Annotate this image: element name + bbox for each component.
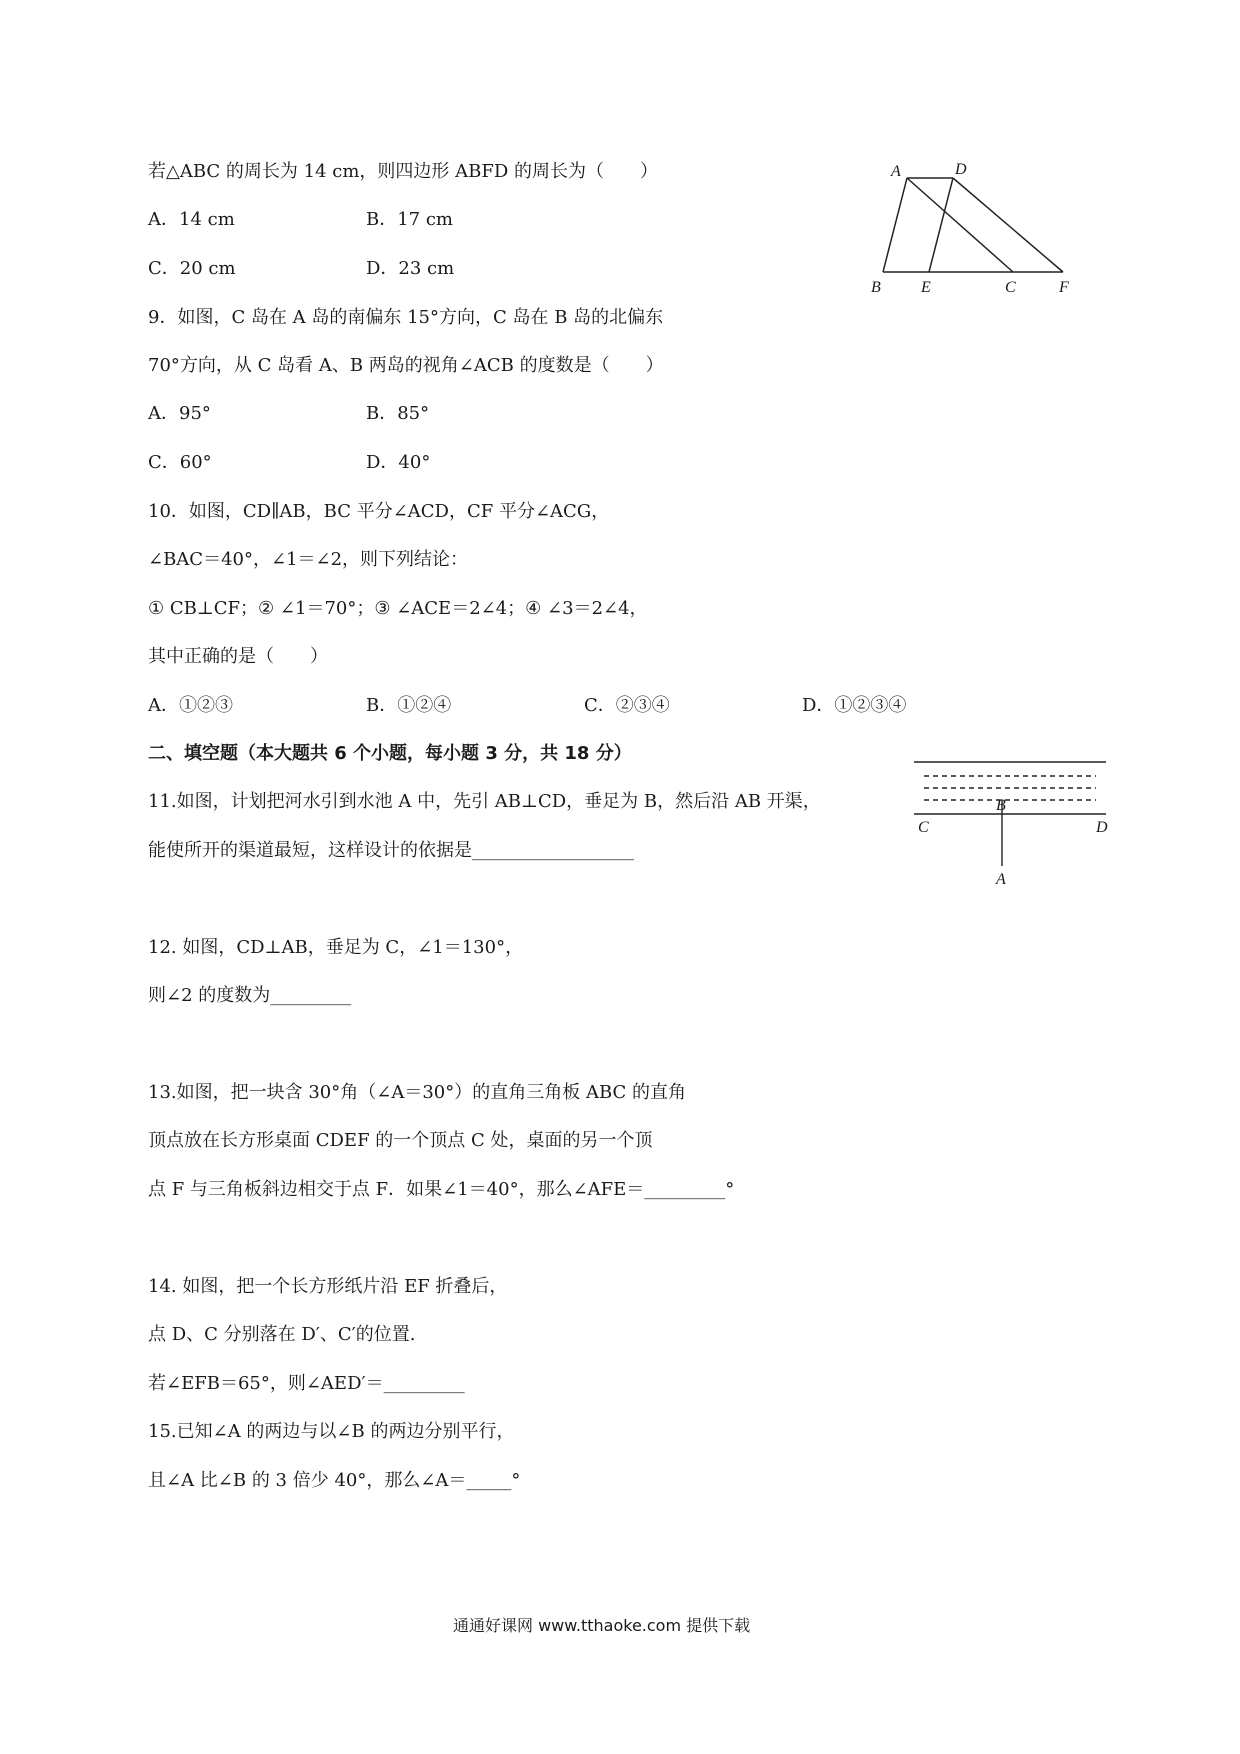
q15-line-1: 15.已知∠A 的两边与以∠B 的两边分别平行，	[148, 1421, 515, 1442]
q11-label-b: B	[996, 797, 1006, 814]
q8-stem: 若△ABC 的周长为 14 cm，则四边形 ABFD 的周长为（ ）	[148, 161, 658, 182]
q10-line-3: ① CB⊥CF；② ∠1＝70°；③ ∠ACE＝2∠4；④ ∠3＝2∠4，	[148, 598, 648, 619]
q8-option-d: D．23 cm	[366, 258, 455, 279]
q8-label-e: E	[921, 279, 931, 296]
q8-label-f: F	[1059, 279, 1069, 296]
q9-option-b: B．85°	[366, 403, 430, 424]
q11-figure	[910, 752, 1120, 892]
q9-line-1: 9．如图，C 岛在 A 岛的南偏东 15°方向，C 岛在 B 岛的北偏东	[148, 307, 664, 328]
q14-line-1: 14. 如图，把一个长方形纸片沿 EF 折叠后，	[148, 1276, 508, 1297]
q15-line-2: 且∠A 比∠B 的 3 倍少 40°，那么∠A＝_____°	[148, 1470, 521, 1491]
q9-line-2: 70°方向，从 C 岛看 A、B 两岛的视角∠ACB 的度数是（ ）	[148, 355, 664, 376]
q12-line-1: 12. 如图，CD⊥AB，垂足为 C，∠1＝130°，	[148, 937, 524, 958]
q9-option-a: A．95°	[148, 403, 211, 424]
q10-line-1: 10．如图，CD∥AB，BC 平分∠ACD，CF 平分∠ACG，	[148, 501, 610, 522]
q11-label-d: D	[1096, 819, 1108, 836]
q8-option-b: B．17 cm	[366, 209, 454, 230]
q8-option-a: A．14 cm	[148, 209, 235, 230]
q8-label-d: D	[955, 161, 967, 178]
q8-label-b: B	[871, 279, 881, 296]
q14-line-3: 若∠EFB＝65°，则∠AED′＝_________	[148, 1373, 465, 1394]
q10-line-4: 其中正确的是（ ）	[148, 646, 328, 667]
q10-option-b: B．①②④	[366, 695, 452, 716]
q11-label-c: C	[918, 819, 929, 836]
q10-option-d: D．①②③④	[802, 695, 907, 716]
section-heading-fill-in: 二、填空题（本大题共 6 个小题，每小题 3 分，共 18 分）	[148, 743, 632, 764]
q11-label-a: A	[996, 871, 1006, 888]
q13-line-3: 点 F 与三角板斜边相交于点 F．如果∠1＝40°，那么∠AFE＝_________°	[148, 1179, 735, 1200]
q8-option-c: C．20 cm	[148, 258, 236, 279]
q13-line-1: 13.如图，把一块含 30°角（∠A＝30°）的直角三角板 ABC 的直角	[148, 1082, 687, 1103]
q10-line-2: ∠BAC＝40°，∠1＝∠2，则下列结论：	[148, 549, 469, 570]
q11-line-2: 能使所开的渠道最短，这样设计的依据是__________________	[148, 840, 634, 861]
q9-option-c: C．60°	[148, 452, 212, 473]
q13-line-2: 顶点放在长方形桌面 CDEF 的一个顶点 C 处，桌面的另一个顶	[148, 1130, 653, 1151]
q14-line-2: 点 D、C 分别落在 D′、C′的位置.	[148, 1324, 416, 1345]
q9-option-d: D．40°	[366, 452, 431, 473]
q8-figure	[865, 160, 1085, 300]
q10-option-c: C．②③④	[584, 695, 670, 716]
page-footer: 通通好课网 www.tthaoke.com 提供下载	[453, 1616, 751, 1635]
q8-label-a: A	[891, 163, 901, 180]
q8-label-c: C	[1005, 279, 1016, 296]
q11-line-1: 11.如图，计划把河水引到水池 A 中，先引 AB⊥CD，垂足为 B，然后沿 AB 开渠，	[148, 791, 821, 812]
q12-line-2: 则∠2 的度数为_________	[148, 985, 352, 1006]
q10-option-a: A．①②③	[148, 695, 233, 716]
